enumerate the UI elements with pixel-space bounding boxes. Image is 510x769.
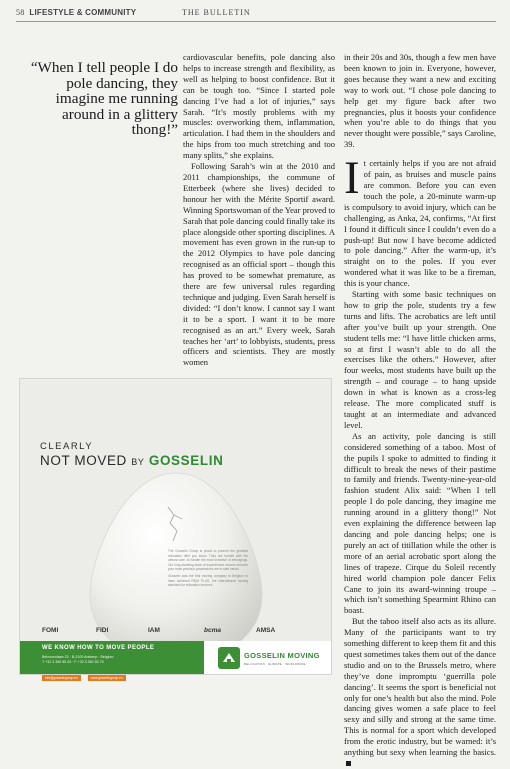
end-mark-icon — [346, 761, 351, 766]
ad-brand-tagline: RELOCATION · EUROPE · WORLDWIDE — [244, 662, 306, 666]
ad-headline-by: BY — [131, 457, 145, 467]
gosselin-logo-icon — [218, 647, 240, 669]
ad-website-link[interactable]: www.gosselingroup.eu — [88, 675, 126, 681]
page-header — [16, 8, 496, 20]
egg-body-copy — [168, 549, 248, 590]
ad-contact — [42, 655, 192, 664]
ad-links — [42, 666, 129, 684]
paragraph: cardiovascular benefits, pole dancing also helps to increase strength and flexibility, as well as helping to boost confidence. But it can be tough too. “Since I started pole dancing I’ve had a lot of injuries,” says Sarah. “It’s mostly problems with my muscles: overworking them, inflammation, articulation. I had them in the shoulders and the hips from too much stretching and too many splits,” she explains. — [183, 52, 335, 161]
paragraph: As an activity, pole dancing is still considered something of a taboo. Most of the pupils I spoke to admitted to finding it difficult to break the news of their pastime to family and friends. Twenty-nine-year-old fashion student Alix said: “When I tell people I do pole dancing, they imagine me running around in a glittery thong!” Not even explaining the difference between lap dancing and pole dancing helps; one is purely an act of titillation while the other is more of an aerial acrobatic sport along the lines of trapeze. Cirque du Soleil recently hired world champion pole dancer Felix Cane to join its award-winning troupe – which isn’t something Spearmint Rhino can boast. — [344, 430, 496, 616]
ad-phone: T +32 3 360 55 00 · F +32 3 360 55 79 — [42, 659, 104, 664]
logo-fomi: FOMI — [42, 627, 59, 634]
drop-cap: I — [344, 152, 360, 205]
ad-kicker: CLEARLY — [40, 441, 94, 452]
ad-address: Belcrownlaan 23 · B-2100 Antwerp · Belgium — [42, 655, 114, 659]
paragraph-text: t certainly helps if you are not afraid of pain, as bruises and muscle pains are common. Before you can even touch the pole, a 20-minute warm-up is compulsory to avoid injury, which can be challenging, as Anka, 24, confirms, “At first I found it difficult since I couldn’t even do a push-up! But now I have become addicted to pole dancing.” After the warm-up, it’s straight on to the poles. If you ever wondered what it was like to be a fireman, this is your chance. — [344, 158, 496, 289]
logo-bcma: bcma — [204, 627, 221, 634]
article-column-2 — [344, 52, 496, 769]
paragraph: Starting with some basic techniques on how to grip the pole, students try a few turns and lifts. The acrobatics are left until after you’ve built up your strength. One student tells me: “I have little chicken arms, so at first I wasn’t able to do all the exercises like the others.” However, after four weeks, most students have built up the strength – and courage – to hang upside down in what is known as a cross-leg release. The more complicated stuff is taught at an intermediate and advanced level. — [344, 289, 496, 430]
ad-headline-brand: GOSSELIN — [148, 453, 224, 468]
logo-iam: IAM — [148, 627, 160, 634]
ad-headline — [40, 453, 223, 468]
ad-tagline: WE KNOW HOW TO MOVE PEOPLE — [42, 645, 155, 651]
section-name: LIFESTYLE & COMMUNITY — [29, 8, 137, 17]
paragraph-text: But the taboo itself also acts as its allure. Many of the participants want to try something different to keep them fit and this quest sometimes takes them out of the dance studio and on to the Brussels metro, where they’ve done impromptu ‘guerrilla pole dancing’. It seems the sport is beneficial not only for one’s health but also the mind. Pole dancing gives women a safe place to feel sexy and silly and strong at the same time. This is normal for a sport which developed from the erotic industry, but be warned: it’s anything but sexy when learning the basics. — [344, 616, 496, 758]
gosselin-advertisement[interactable] — [19, 378, 332, 680]
article-column-1 — [183, 52, 335, 368]
header-rule — [16, 21, 496, 22]
ad-brand-name: GOSSELIN MOVING — [244, 651, 320, 660]
logo-amsa: AMSA — [256, 627, 276, 634]
egg-text-paragraph: Gosselin was the first moving company in Belgium to have achieved FAIM PLUS, the international moving standard for relocation services. — [168, 573, 248, 588]
egg-text-paragraph: The Gosselin Group is proud to present the greatest relocation offer you know. They are trusted with the utmost care, to handle the most sensitive of belongings. Our long-standing team of experienced movers ensures your most precious possessions are in safe hands. — [168, 549, 248, 572]
paragraph — [344, 616, 496, 769]
accreditation-logos — [34, 625, 314, 639]
pull-quote: “When I tell people I do pole dancing, they imagine me running around in a glittery thong!” — [30, 59, 178, 139]
ad-headline-main: NOT MOVED — [40, 453, 127, 468]
page-number: 58 — [16, 8, 25, 17]
section-label — [16, 8, 136, 17]
logo-fidi: FIDI — [96, 627, 109, 634]
paragraph: in their 20s and 30s, though a few men have been known to join in. Everyone, however, goes because they want a new and exciting way to work out. “I chose pole dancing to help get my figure back after two pregnancies, plus it boosts your confidence when you’re able to do things that you never thought were possible,” says Caroline, 39. — [344, 52, 496, 150]
paragraph-with-dropcap — [344, 152, 496, 289]
paragraph: Following Sarah’s win at the 2010 and 2011 championships, the commune of Etterbeek (where she lives) decided to honour her with the Mérite Sportif award. Winning Sportswoman of the Year proved to Sarah that pole dancing could finally take its place alongside other sporting disciplines. A movement has even grown in the run-up to the 2012 Olympics to have pole dancing recognised as an official sport – though this has proved to be somewhat premature, as there are few universal rules regarding technique and judging. Even Sarah herself is divided: “I don’t know. I cannot say I want it to be a sport. I want it to be more recognised as an art.” Every week, Sarah teaches her ‘art’ to lobbyists, students, press officers and scientists. They are mostly women — [183, 161, 335, 368]
publication-name: THE BULLETIN — [182, 8, 251, 17]
ad-email-link[interactable]: info@gosselingroup.eu — [42, 675, 81, 681]
